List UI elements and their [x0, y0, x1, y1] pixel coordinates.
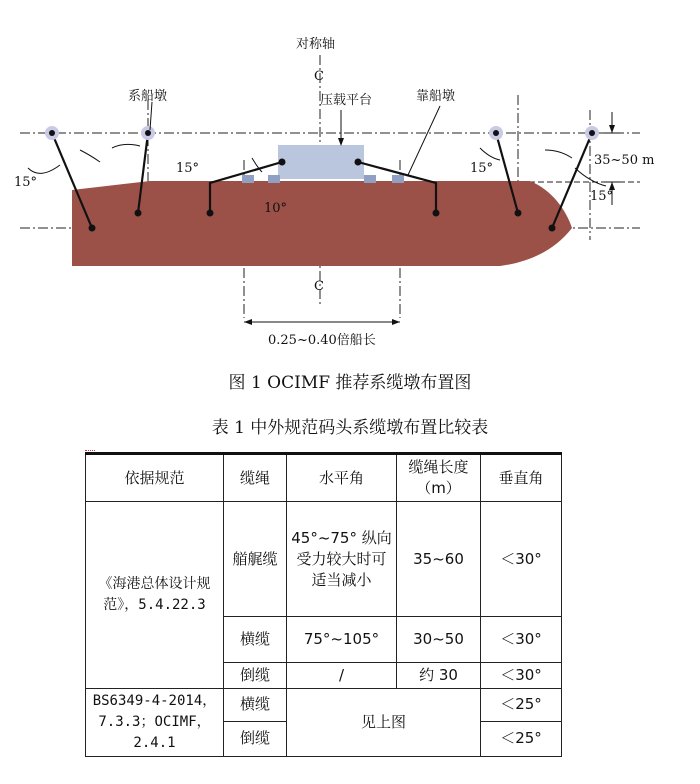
- ballast-platform: [278, 145, 364, 179]
- horizontal-cell: 45°~75° 纵向受力较大时可适当减小: [287, 502, 397, 617]
- rope-cell: 倒缆: [224, 663, 287, 689]
- table-row: [86, 689, 562, 722]
- berthing-dolphin-label: 靠船墩: [416, 89, 456, 104]
- header-cell: 依据规范: [86, 454, 224, 502]
- vertical-cell: ＜30°: [481, 617, 562, 663]
- vertical-cell: ＜30°: [481, 663, 562, 689]
- ocimf-layout-figure: [0, 0, 700, 360]
- berthing-dolphin: [242, 175, 254, 183]
- spacing-label: 0.25~0.40倍船长: [268, 333, 376, 348]
- table-header-row: [86, 454, 562, 502]
- length-cell: 约 30: [397, 663, 481, 689]
- stern-line: [552, 133, 592, 228]
- length-cell: 35~60: [397, 502, 481, 617]
- cl-bottom: C: [314, 279, 324, 294]
- cl-top: C: [314, 69, 324, 84]
- angle-15-right-outer: 15°: [590, 189, 614, 204]
- rope-cell: 横缆: [224, 617, 287, 663]
- table-row: [86, 502, 562, 617]
- horizontal-cell: 75°~105°: [287, 617, 397, 663]
- divider: [85, 450, 95, 451]
- horizontal-cell: /: [287, 663, 397, 689]
- distance-label: 35~50 m: [594, 153, 655, 168]
- header-cell: 垂直角: [481, 454, 562, 502]
- source-cell: BS6349-4-2014，7.3.3；OCIMF，2.4.1: [86, 689, 224, 757]
- angle-10: 10°: [264, 201, 288, 216]
- vertical-cell: ＜25°: [481, 721, 562, 756]
- rope-cell: 横缆: [224, 689, 287, 722]
- comparison-table: [85, 452, 562, 757]
- figure-caption: 图 1 OCIMF 推荐系缆墩布置图: [228, 373, 472, 393]
- header-cell: 缆绳: [224, 454, 287, 502]
- rope-cell: 艏艉缆: [224, 502, 287, 617]
- table-caption: 表 1 中外规范码头系缆墩布置比较表: [211, 418, 489, 438]
- header-cell: 水平角: [287, 454, 397, 502]
- angle-15-right-inner: 15°: [470, 161, 494, 176]
- header-cell: 缆绳长度（m）: [397, 454, 481, 502]
- vertical-cell: ＜25°: [481, 689, 562, 722]
- vertical-cell: ＜30°: [481, 502, 562, 617]
- merged-cell: 见上图: [287, 689, 481, 757]
- mooring-dolphin-label: 系船墩: [128, 89, 168, 104]
- angle-15-left-inner: 15°: [176, 161, 200, 176]
- source-cell: 《海港总体设计规范》，5.4.22.3: [86, 502, 224, 689]
- length-cell: 30~50: [397, 617, 481, 663]
- angle-15-left-outer: 15°: [14, 175, 38, 190]
- symmetry-axis-label: 对称轴: [296, 37, 336, 52]
- rope-cell: 倒缆: [224, 721, 287, 756]
- ship-hull: [72, 181, 572, 266]
- platform-label: 压载平台: [320, 93, 373, 108]
